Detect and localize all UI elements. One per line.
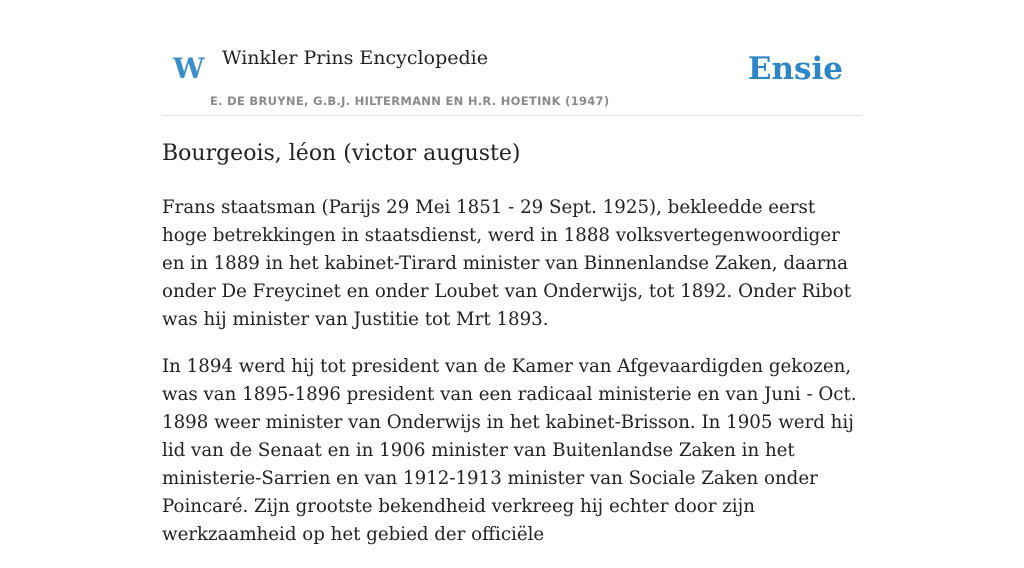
site-header [162,0,862,116]
article [162,137,862,568]
ensie-brand-logo[interactable]: Ensie [747,51,843,87]
article-paragraph: In 1894 werd hij tot president van de Kamer van Afgevaardigden gekozen, was van 1895-1896 president van een radicaal ministerie en van Juni - Oct. 1898 weer minister van Onderwijs in het kabinet-Brisson. In 1905 werd hij lid van de Senaat en in 1906 minister van Buitenlandse Zaken in het ministerie-Sarrien en van 1912-1913 minister van Sociale Zaken onder Poincaré. Zijn grootste bekendheid verkreeg hij echter door zijn werkzaamheid op het gebied der officiële [162,356,857,545]
winkler-prins-logo[interactable]: W [173,52,205,85]
article-title: Bourgeois, léon (victor auguste) [162,141,521,166]
site-title[interactable]: Winkler Prins Encyclopedie [222,47,488,69]
authors-credit: E. DE BRUYNE, G.B.J. HILTERMANN EN H.R. HOETINK (1947) [210,94,610,108]
article-paragraph: Frans staatsman (Parijs 29 Mei 1851 - 29 Sept. 1925), bekleedde eerst hoge betrekkingen in staatsdienst, werd in 1888 volksvertegenwoordiger en in 1889 in het kabinet-Tirard minister van Binnenlandse Zaken, daarna onder De Freycinet en onder Loubet van Onderwijs, tot 1892. Onder Ribot was hij minister van Justitie tot Mrt 1893. [162,197,852,330]
